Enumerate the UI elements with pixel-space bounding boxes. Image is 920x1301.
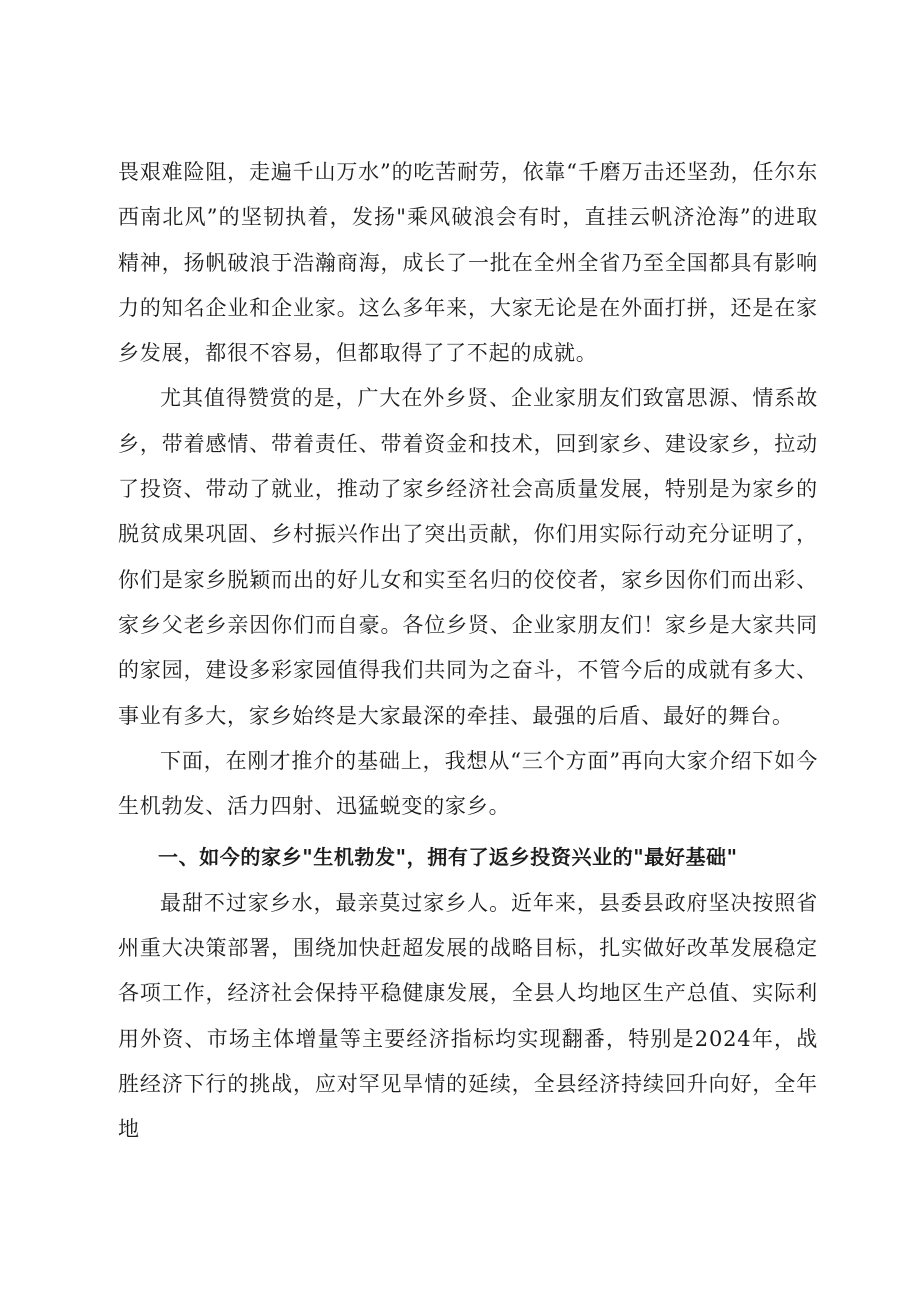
paragraph-section-one: 最甜不过家乡水，最亲莫过家乡人。近年来，县委县政府坚决按照省州重大决策部署，围绕加快赶超发展的战略目标，扎实做好改革发展稳定各项工作，经济社会保持平稳健康发展，全县人均地区生产总值、实际利用外资、市场主体增量等主要经济指标均实现翻番，特别是2024年，战胜经济下行的挑战，应对罕见旱情的延续，全县经济持续回升向好，全年地 (118, 890, 818, 1142)
paragraph-appreciation: 尤其值得赞赏的是，广大在外乡贤、企业家朋友们致富思源、情系故乡，带着感情、带着责任、带着资金和技术，回到家乡、建设家乡，拉动了投资、带动了就业，推动了家乡经济社会高质量发展，特别是为家乡的脱贫成果巩固、乡村振兴作出了突出贡献，你们用实际行动充分证明了，你们是家乡脱颖而出的好儿女和实至名归的佼佼者，家乡因你们而出彩、家乡父老乡亲因你们而自豪。各位乡贤、企业家朋友们！家乡是大家共同的家园，建设多彩家园值得我们共同为之奋斗，不管今后的成就有多大、事业有多大，家乡始终是大家最深的牵挂、最强的后盾、最好的舞台。 (118, 386, 818, 728)
section-heading: 一、如今的家乡"生机勃发"，拥有了返乡投资兴业的"最好基础" (158, 845, 738, 870)
document-body (118, 150, 818, 1153)
paragraph-introduction: 下面，在刚才推介的基础上，我想从“三个方面”再向大家介绍下如今生机勃发、活力四射、迅猛蜕变的家乡。 (118, 748, 818, 819)
paragraph-continuation: 畏艰难险阻，走遍千山万水”的吃苦耐劳，依靠“千磨万击还坚劲，任尔东西南北风”的坚韧执着，发扬"乘风破浪会有时，直挂云帆济沧海”的进取精神，扬帆破浪于浩瀚商海，成长了一批在全州全省乃至全国都具有影响力的知名企业和企业家。这么多年来，大家无论是在外面打拼，还是在家乡发展，都很不容易，但都取得了了不起的成就。 (118, 160, 818, 366)
